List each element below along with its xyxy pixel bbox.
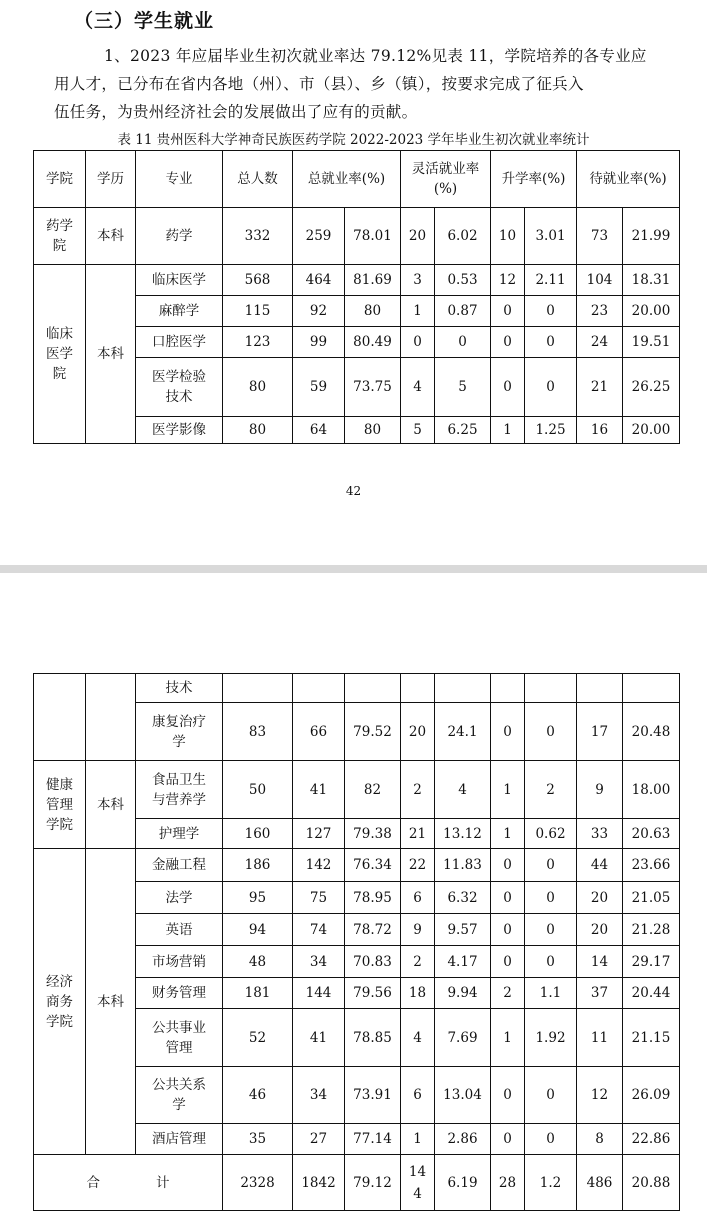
college-name: 临床医学院 (46, 326, 73, 382)
total-cell: 186 (223, 849, 293, 882)
study-cell: 0 (491, 1124, 525, 1155)
flex-cell: 21 (401, 819, 435, 849)
college-cell (34, 674, 86, 761)
pend-rate-cell: 20.48 (623, 703, 680, 761)
flex-rate-cell: 2.86 (435, 1124, 491, 1155)
major-cell (136, 761, 223, 819)
flex-rate-cell (435, 674, 491, 703)
flex-rate-cell: 9.94 (435, 978, 491, 1009)
emp-rate-cell: 79.38 (345, 819, 401, 849)
pend-rate-cell: 21.05 (623, 882, 680, 914)
pend-rate-cell: 20.63 (623, 819, 680, 849)
study-rate-cell: 2.11 (525, 265, 577, 296)
emp-rate-cell: 73.91 (345, 1067, 401, 1124)
flex-total: 144 (408, 1163, 427, 1202)
degree-cell: 本科 (86, 208, 136, 265)
flex-rate-cell: 5 (435, 358, 491, 417)
total-cell: 332 (223, 208, 293, 265)
flex-rate-cell: 0.87 (435, 296, 491, 327)
study-cell: 1 (491, 819, 525, 849)
header-pending-rate: 待就业率(%) (577, 151, 680, 208)
header-flexible-rate (401, 151, 491, 208)
major-line: 食品卫生 (152, 771, 206, 788)
flex-rate-cell: 11.83 (435, 849, 491, 882)
major-cell: 酒店管理 (136, 1124, 223, 1155)
emp-rate-cell: 77.14 (345, 1124, 401, 1155)
flex-cell: 6 (401, 1067, 435, 1124)
flex-cell: 3 (401, 265, 435, 296)
major-cell (136, 703, 223, 761)
flex-rate-cell: 0.53 (435, 265, 491, 296)
total-cell: 94 (223, 914, 293, 946)
major-cell: 金融工程 (136, 849, 223, 882)
study-rate-cell: 2 (525, 761, 577, 819)
major-cell: 市场营销 (136, 946, 223, 978)
emp-rate-cell: 79.12 (345, 1155, 401, 1211)
total-cell: 181 (223, 978, 293, 1009)
pend-cell: 37 (577, 978, 623, 1009)
flex-rate-cell: 0 (435, 327, 491, 358)
total-cell: 115 (223, 296, 293, 327)
major-cell: 护理学 (136, 819, 223, 849)
college-name: 经济商务学院 (46, 973, 73, 1030)
study-rate-cell: 1.25 (525, 417, 577, 444)
emp-rate-cell: 82 (345, 761, 401, 819)
flex-rate-cell: 4 (435, 761, 491, 819)
flex-cell: 9 (401, 914, 435, 946)
flex-rate-cell: 7.69 (435, 1009, 491, 1067)
pend-cell: 21 (577, 358, 623, 417)
degree-cell (86, 674, 136, 761)
major-line: 学 (172, 1097, 186, 1113)
flex-cell: 5 (401, 417, 435, 444)
pend-rate-cell: 21.15 (623, 1009, 680, 1067)
flex-cell: 6 (401, 882, 435, 914)
flex-cell (401, 1155, 435, 1211)
total-cell: 83 (223, 703, 293, 761)
study-rate-cell: 0.62 (525, 819, 577, 849)
major-cell (136, 358, 223, 417)
pend-cell: 23 (577, 296, 623, 327)
study-rate-cell (525, 674, 577, 703)
major-line: 与营养学 (152, 791, 206, 808)
college-cell (34, 208, 86, 265)
degree-cell: 本科 (86, 265, 136, 444)
study-rate-cell: 1.92 (525, 1009, 577, 1067)
study-rate-cell: 0 (525, 1124, 577, 1155)
major-cell: 财务管理 (136, 978, 223, 1009)
total-cell: 48 (223, 946, 293, 978)
college-cell (34, 849, 86, 1155)
flex-rate-cell: 6.32 (435, 882, 491, 914)
total-cell: 50 (223, 761, 293, 819)
page-separator (0, 565, 707, 573)
table-header-row (34, 151, 680, 208)
total-cell: 123 (223, 327, 293, 358)
study-cell: 0 (491, 358, 525, 417)
employment-table-part-2 (33, 673, 680, 1211)
emp-rate-cell: 76.34 (345, 849, 401, 882)
pend-rate-cell: 20.44 (623, 978, 680, 1009)
total-cell: 95 (223, 882, 293, 914)
pend-cell: 17 (577, 703, 623, 761)
total-cell: 80 (223, 358, 293, 417)
pend-rate-cell: 21.99 (623, 208, 680, 265)
emp-cell: 464 (293, 265, 345, 296)
table-caption: 表 11 贵州医科大学神奇民族医药学院 2022-2023 学年毕业生初次就业率统计 (117, 132, 590, 148)
emp-rate-cell: 80 (345, 296, 401, 327)
total-cell: 35 (223, 1124, 293, 1155)
total-cell: 46 (223, 1067, 293, 1124)
pend-rate-cell: 19.51 (623, 327, 680, 358)
flex-rate-cell: 24.1 (435, 703, 491, 761)
emp-rate-cell: 81.69 (345, 265, 401, 296)
college-name: 健康管理学院 (46, 776, 73, 833)
emp-rate-cell: 78.95 (345, 882, 401, 914)
emp-rate-cell: 73.75 (345, 358, 401, 417)
study-cell: 10 (491, 208, 525, 265)
college-name: 药学院 (46, 218, 73, 254)
emp-cell: 66 (293, 703, 345, 761)
emp-cell: 1842 (293, 1155, 345, 1211)
emp-rate-cell: 78.72 (345, 914, 401, 946)
flex-cell: 22 (401, 849, 435, 882)
paragraph-line: 1、2023 年应届毕业生初次就业率达 79.12%见表 11，学院培养的各专业应 (104, 47, 647, 65)
pend-rate-cell: 18.00 (623, 761, 680, 819)
flex-cell: 4 (401, 1009, 435, 1067)
flex-rate-cell: 13.12 (435, 819, 491, 849)
college-cell (34, 761, 86, 849)
study-cell: 1 (491, 417, 525, 444)
study-rate-cell: 3.01 (525, 208, 577, 265)
emp-cell: 27 (293, 1124, 345, 1155)
emp-cell: 34 (293, 1067, 345, 1124)
major-cell: 英语 (136, 914, 223, 946)
total-cell: 568 (223, 265, 293, 296)
emp-cell: 259 (293, 208, 345, 265)
emp-rate-cell (345, 674, 401, 703)
flex-cell: 20 (401, 703, 435, 761)
pend-cell: 73 (577, 208, 623, 265)
emp-cell: 144 (293, 978, 345, 1009)
emp-cell: 99 (293, 327, 345, 358)
flex-cell: 2 (401, 761, 435, 819)
totals-row (34, 1155, 680, 1211)
pend-rate-cell: 20.00 (623, 296, 680, 327)
header-flexible-line1: 灵活就业率 (411, 161, 480, 177)
table-row (34, 265, 680, 296)
pend-cell: 33 (577, 819, 623, 849)
header-college: 学院 (34, 151, 86, 208)
emp-rate-cell: 78.85 (345, 1009, 401, 1067)
emp-cell: 75 (293, 882, 345, 914)
pend-rate-cell: 29.17 (623, 946, 680, 978)
study-rate-cell: 0 (525, 946, 577, 978)
college-cell (34, 265, 86, 444)
emp-cell: 64 (293, 417, 345, 444)
major-cell: 医学影像 (136, 417, 223, 444)
pend-rate-cell: 26.09 (623, 1067, 680, 1124)
flex-cell: 1 (401, 1124, 435, 1155)
emp-cell (293, 674, 345, 703)
study-cell: 0 (491, 849, 525, 882)
major-cell: 药学 (136, 208, 223, 265)
study-cell: 0 (491, 327, 525, 358)
study-cell: 1 (491, 761, 525, 819)
flex-rate-cell: 6.19 (435, 1155, 491, 1211)
major-cell (136, 1067, 223, 1124)
degree-cell: 本科 (86, 849, 136, 1155)
header-total: 总人数 (223, 151, 293, 208)
pend-cell: 20 (577, 882, 623, 914)
emp-cell: 127 (293, 819, 345, 849)
emp-cell: 74 (293, 914, 345, 946)
study-rate-cell: 0 (525, 1067, 577, 1124)
pend-cell: 486 (577, 1155, 623, 1211)
pend-cell (577, 674, 623, 703)
pend-rate-cell: 23.66 (623, 849, 680, 882)
pend-cell: 24 (577, 327, 623, 358)
header-major: 专业 (136, 151, 223, 208)
study-rate-cell: 0 (525, 296, 577, 327)
flex-rate-cell: 6.25 (435, 417, 491, 444)
pend-cell: 8 (577, 1124, 623, 1155)
header-degree: 学历 (86, 151, 136, 208)
emp-rate-cell: 80 (345, 417, 401, 444)
major-line: 公共事业 (152, 1019, 206, 1036)
emp-cell: 142 (293, 849, 345, 882)
header-flexible-line2: (%) (433, 181, 458, 197)
study-cell: 0 (491, 914, 525, 946)
table-row (34, 674, 680, 703)
study-cell: 0 (491, 296, 525, 327)
document-page-1 (0, 0, 707, 565)
major-cell: 临床医学 (136, 265, 223, 296)
major-line: 康复治疗 (152, 713, 206, 730)
total-cell: 2328 (223, 1155, 293, 1211)
pend-cell: 44 (577, 849, 623, 882)
pend-rate-cell: 26.25 (623, 358, 680, 417)
section-title: （三）学生就业 (74, 10, 215, 32)
total-cell: 80 (223, 417, 293, 444)
pend-rate-cell: 18.31 (623, 265, 680, 296)
emp-cell: 41 (293, 761, 345, 819)
page-number: 42 (345, 484, 362, 498)
study-cell: 0 (491, 946, 525, 978)
study-cell: 1 (491, 1009, 525, 1067)
pend-cell: 16 (577, 417, 623, 444)
major-cell (136, 1009, 223, 1067)
emp-cell: 59 (293, 358, 345, 417)
pend-rate-cell: 20.88 (623, 1155, 680, 1211)
study-cell (491, 674, 525, 703)
flex-rate-cell: 4.17 (435, 946, 491, 978)
study-cell: 28 (491, 1155, 525, 1211)
study-cell: 2 (491, 978, 525, 1009)
pend-cell: 12 (577, 1067, 623, 1124)
pend-cell: 104 (577, 265, 623, 296)
pend-cell: 11 (577, 1009, 623, 1067)
major-cell: 口腔医学 (136, 327, 223, 358)
emp-rate-cell: 79.52 (345, 703, 401, 761)
table-row (34, 849, 680, 882)
major-cell: 麻醉学 (136, 296, 223, 327)
emp-cell: 92 (293, 296, 345, 327)
totals-label-part: 合 (86, 1174, 100, 1191)
emp-rate-cell: 70.83 (345, 946, 401, 978)
emp-rate-cell: 79.56 (345, 978, 401, 1009)
study-rate-cell: 0 (525, 703, 577, 761)
study-rate-cell: 0 (525, 358, 577, 417)
pend-rate-cell (623, 674, 680, 703)
body-paragraph (54, 42, 674, 126)
study-rate-cell: 0 (525, 882, 577, 914)
pend-rate-cell: 21.28 (623, 914, 680, 946)
paragraph-line: 伍任务，为贵州经济社会的发展做出了应有的贡献。 (54, 103, 418, 121)
study-rate-cell: 0 (525, 914, 577, 946)
flex-rate-cell: 13.04 (435, 1067, 491, 1124)
emp-cell: 34 (293, 946, 345, 978)
total-cell (223, 674, 293, 703)
flex-rate-cell: 6.02 (435, 208, 491, 265)
pend-cell: 20 (577, 914, 623, 946)
study-rate-cell: 1.2 (525, 1155, 577, 1211)
pend-rate-cell: 20.00 (623, 417, 680, 444)
total-cell: 160 (223, 819, 293, 849)
flex-cell: 2 (401, 946, 435, 978)
study-cell: 0 (491, 703, 525, 761)
major-line: 医学检验 (152, 369, 206, 385)
totals-label-part: 计 (156, 1174, 170, 1191)
flex-cell: 20 (401, 208, 435, 265)
study-rate-cell: 1.1 (525, 978, 577, 1009)
emp-rate-cell: 78.01 (345, 208, 401, 265)
study-rate-cell: 0 (525, 327, 577, 358)
employment-table-part-1 (33, 150, 680, 444)
major-line: 管理 (165, 1039, 193, 1056)
total-cell: 52 (223, 1009, 293, 1067)
pend-rate-cell: 22.86 (623, 1124, 680, 1155)
major-line: 技术 (165, 389, 193, 405)
table-row (34, 208, 680, 265)
table-row (34, 761, 680, 819)
emp-cell: 41 (293, 1009, 345, 1067)
document-page-2 (0, 573, 707, 1215)
major-line: 公共关系 (152, 1077, 206, 1093)
flex-cell: 1 (401, 296, 435, 327)
major-cell: 技术 (136, 674, 223, 703)
totals-label (34, 1155, 223, 1211)
paragraph-line: 用人才，已分布在省内各地（州）、市（县）、乡（镇），按要求完成了征兵入 (54, 75, 584, 93)
pend-cell: 9 (577, 761, 623, 819)
study-cell: 0 (491, 1067, 525, 1124)
degree-cell: 本科 (86, 761, 136, 849)
emp-rate-cell: 80.49 (345, 327, 401, 358)
flex-cell: 0 (401, 327, 435, 358)
major-cell: 法学 (136, 882, 223, 914)
flex-rate-cell: 9.57 (435, 914, 491, 946)
major-line: 学 (172, 733, 186, 750)
flex-cell (401, 674, 435, 703)
flex-cell: 18 (401, 978, 435, 1009)
pend-cell: 14 (577, 946, 623, 978)
study-rate-cell: 0 (525, 849, 577, 882)
study-cell: 0 (491, 882, 525, 914)
flex-cell: 4 (401, 358, 435, 417)
header-further-study-rate: 升学率(%) (491, 151, 577, 208)
study-cell: 12 (491, 265, 525, 296)
header-employment-rate: 总就业率(%) (293, 151, 401, 208)
